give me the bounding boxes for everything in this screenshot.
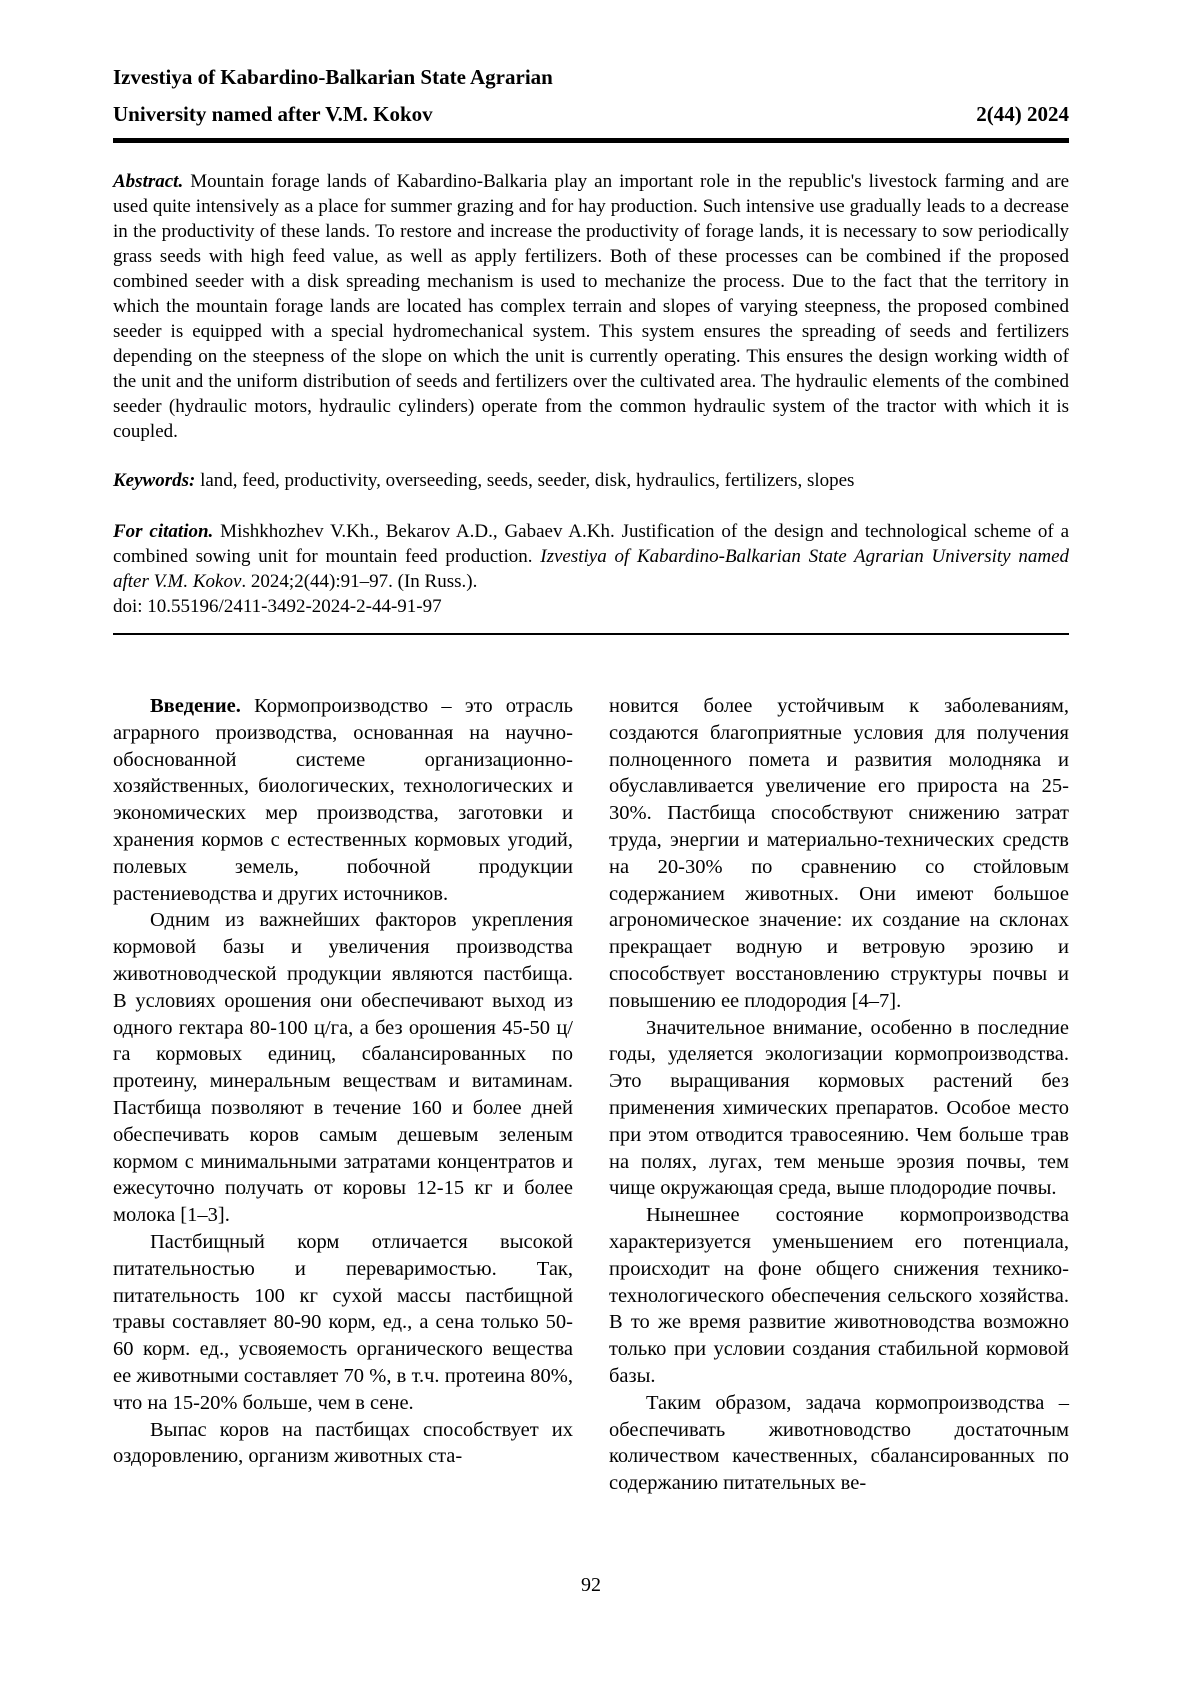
page-content	[113, 0, 1069, 1497]
body-columns	[113, 693, 1069, 1497]
citation-suffix: . 2024;2(44):91–97. (In Russ.).	[241, 571, 478, 592]
journal-title-line2: University named after V.M. Kokov	[113, 102, 433, 126]
left-paragraph-4: Выпас коров на пастбищах способствует их оздоровлению, организм животных ста-	[113, 1418, 573, 1468]
running-head	[113, 0, 1069, 143]
front-matter	[113, 169, 1069, 619]
citation-journal-italic: Izvestiya of Kabardino-Balkarian State Agrarian University named after V.M. Kokov	[113, 546, 1070, 592]
abstract-paragraph	[113, 169, 1069, 444]
abstract-text: Mountain forage lands of Kabardino-Balkaria play an important role in the republic's livestock farming and are used quite intensively as a place for summer grazing and for hay production. Such intensive use gradually leads to a decrease in the productivity of these lands. To restore and increase the productivity of forage lands, it is necessary to sow periodically grass seeds with high feed value, as well as apply fertilizers. Both of these processes can be combined if the proposed combined seeder with a disk spreading mechanism is used to mechanize the process. Due to the fact that the territory in which the mountain forage lands are located has complex terrain and slopes of varying steepness, the proposed combined seeder is equipped with a special hydromechanical system. This system ensures the spreading of seeds and fertilizers depending on the steepness of the slope on which the unit is currently operating. This ensures the design working width of the unit and the uniform distribution of seeds and fertilizers over the cultivated area. The hydraulic elements of the combined seeder (hydraulic motors, hydraulic cylinders) operate from the common hydraulic system of the tractor with which it is coupled.	[113, 171, 1070, 442]
right-paragraph-2: Значительное внимание, особенно в последние годы, уделяется экологизации кормопроизводства. Это выращивания кормовых растений без применения химических препаратов. Особое место при этом отводится травосеянию. Чем больше трав на полях, лугах, тем меньше эрозия почвы, тем чище окружающая среда, выше плодородие почвы.	[609, 1016, 1069, 1200]
intro-paragraph	[113, 693, 573, 907]
citation-label: For citation.	[113, 521, 214, 542]
left-column	[113, 693, 573, 1497]
section-divider-rule	[113, 633, 1069, 635]
left-paragraph-3: Пастбищный корм отличается высокой питательностью и переваримостью. Так, питательность 100 кг сухой массы пастбищной травы составляет 80-90 корм, ед., а сена только 50-60 корм. ед., усвояемость органического вещества ее животными составляет 70 %, в т.ч. протеина 80%, что на 15-20% больше, чем в сене.	[113, 1230, 573, 1414]
doi-line: doi: 10.55196/2411-3492-2024-2-44-91-97	[113, 596, 442, 617]
right-paragraph-1: новится более устойчивым к заболеваниям, создаются благоприятные условия для получения полноценного помета и развития молодняка и обуславливается увеличение его прироста на 25-30%. Пастбища способствуют снижению затрат труда, энергии и материально-технических средств на 20-30% по сравнению со стойловым содержанием животных. Они имеют большое агрономическое значение: их создание на склонах прекращает водную и ветровую эрозию и способствует восстановлению структуры почвы и повышению ее плодородия [4–7].	[609, 695, 1069, 1012]
intro-paragraph-text: Кормопроизводство – это отрасль аграрного производства, основанная на научно-обоснованной системе организационно-хозяйственных, биологических, технологических и экономических мер производства, заготовки и хранения кормов с естественных кормовых угодий, полевых земель, побочной продукции растениеводства и других источников.	[113, 695, 573, 905]
page-number: 92	[581, 1574, 601, 1596]
intro-heading: Введение.	[150, 695, 241, 717]
citation-paragraph	[113, 519, 1069, 594]
running-head-row2	[113, 96, 1069, 133]
keywords-label: Keywords:	[113, 470, 196, 491]
abstract-label: Abstract.	[113, 171, 184, 192]
issue-number: 2(44) 2024	[976, 102, 1069, 126]
header-rule	[113, 138, 1069, 143]
right-paragraph-3: Нынешнее состояние кормопроизводства характеризуется уменьшением его потенциала, происходит на фоне общего снижения технико-технологического обеспечения сельского хозяйства. В то же время развитие животноводства возможно только при условии создания стабильной кормовой базы.	[609, 1204, 1069, 1387]
right-paragraph-4: Таким образом, задача кормопроизводства – обеспечивать животноводство достаточным количеством качественных, сбалансированных по содержанию питательных ве-	[609, 1391, 1069, 1495]
citation-authors-and-title: Mishkhozhev V.Kh., Bekarov A.D., Gabaev A.Kh. Justification of the design and technological scheme of a combined sowing unit for mountain feed production.	[113, 521, 1070, 567]
left-paragraph-2: Одним из важнейших факторов укрепления кормовой базы и увеличения производства животноводческой продукции являются пастбища. В условиях орошения они обеспечивают выход из одного гектара 80-100 ц/га, а без орошения 45-50 ц/га кормовых единиц, сбалансированных по протеину, минеральным веществам и витаминам. Пастбища позволяют в течение 160 и более дней обеспечивать коров самым дешевым зеленым кормом с минимальными затратами концентратов и ежесуточно получать от коровы 12-15 кг и более молока [1–3].	[113, 909, 573, 1227]
journal-title-line1: Izvestiya of Kabardino-Balkarian State Agrarian	[113, 65, 553, 89]
right-column	[609, 693, 1069, 1497]
keywords-text: land, feed, productivity, overseeding, seeds, seeder, disk, hydraulics, fertilizers, slopes	[200, 470, 855, 491]
keywords-line	[113, 468, 1069, 493]
